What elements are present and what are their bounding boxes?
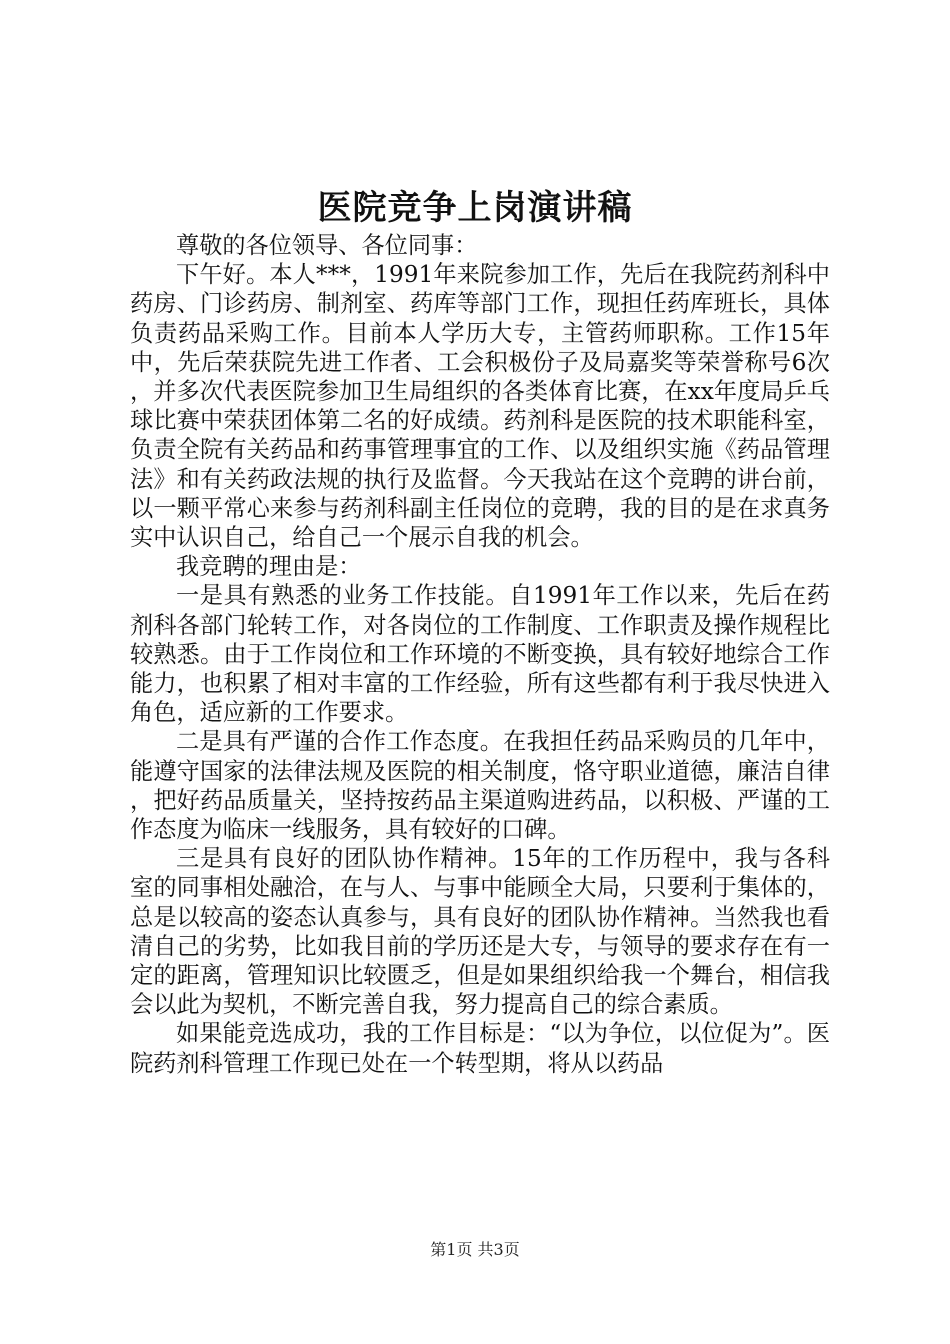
- paragraph-reason-two: 二是具有严谨的合作工作态度。在我担任药品采购员的几年中，能遵守国家的法律法规及医院的相关制度，恪守职业道德，廉洁自律，把好药品质量关，坚持按药品主渠道购进药品，以积极、严谨的工作态度为临床一线服务，具有较好的口碑。: [130, 728, 830, 844]
- page-footer: 第1页 共3页: [430, 1240, 520, 1259]
- document-body: [130, 231, 830, 1078]
- document-title: 医院竞争上岗演讲稿: [317, 188, 633, 228]
- paragraph-reason-three: 三是具有良好的团队协作精神。15年的工作历程中，我与各科室的同事相处融洽，在与人、与事中能顾全大局，只要利于集体的，总是以较高的姿态认真参与，具有良好的团队协作精神。当然我也看清自己的劣势，比如我目前的学历还是大专，与领导的要求存在有一定的距离，管理知识比较匮乏，但是如果组织给我一个舞台，相信我会以此为契机，不断完善自我，努力提高自己的综合素质。: [130, 845, 830, 1019]
- paragraph-reason-one: 一是具有熟悉的业务工作技能。自1991年工作以来，先后在药剂科各部门轮转工作，对各岗位的工作制度、工作职责及操作规程比较熟悉。由于工作岗位和工作环境的不断变换，具有较好地综合工作能力，也积累了相对丰富的工作经验，所有这些都有利于我尽快进入角色，适应新的工作要求。: [130, 582, 830, 727]
- paragraph-reasons-heading: 我竞聘的理由是：: [176, 553, 362, 581]
- paragraph-work-goal: 如果能竞选成功，我的工作目标是：“以为争位，以位促为”。医院药剂科管理工作现已处在一个转型期，将从以药品: [130, 1020, 830, 1077]
- paragraph-intro: 下午好。本人***，1991年来院参加工作，先后在我院药剂科中药房、门诊药房、制剂室、药库等部门工作，现担任药库班长，具体负责药品采购工作。目前本人学历大专，主管药师职称。工作15年中，先后荣获院先进工作者、工会积极份子及局嘉奖等荣誉称号6次，并多次代表医院参加卫生局组织的各类体育比赛，在xx年度局乒乓球比赛中荣获团体第二名的好成绩。药剂科是医院的技术职能科室，负责全院有关药品和药事管理事宜的工作、以及组织实施《药品管理法》和有关药政法规的执行及监督。今天我站在这个竞聘的讲台前，以一颗平常心来参与药剂科副主任岗位的竞聘，我的目的是在求真务实中认识自己，给自己一个展示自我的机会。: [130, 261, 830, 552]
- salutation: 尊敬的各位领导、各位同事：: [176, 232, 478, 259]
